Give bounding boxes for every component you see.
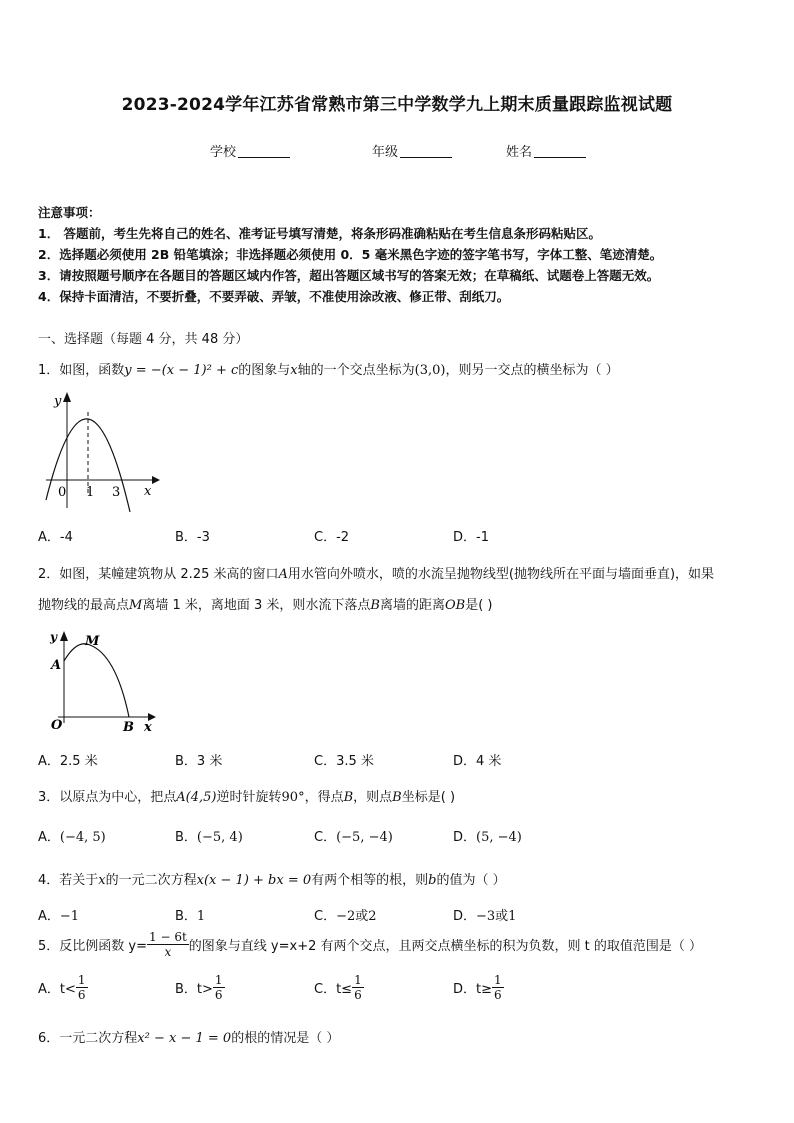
q4-number: 4． <box>38 873 60 888</box>
q3-number: 3． <box>38 790 60 805</box>
q2-option-b[interactable]: B．3 米 <box>175 754 223 769</box>
grade-label: 年级 <box>372 145 399 160</box>
question-2-line-1 <box>38 563 714 582</box>
q1-tick-0: 0 <box>58 485 67 500</box>
name-field <box>506 141 586 160</box>
q5-option-c-label: C．t≤ <box>314 982 353 997</box>
notice-item-4: 4．保持卡面清洁，不要折叠，不要弄破、弄皱，不准使用涂改液、修正带、刮纸刀。 <box>38 289 510 304</box>
q2-option-d[interactable]: D．4 米 <box>453 754 502 769</box>
grade-field <box>372 141 452 160</box>
q2-option-c[interactable]: C．3.5 米 <box>314 754 374 769</box>
q2-text-b: 用水管向外喷水，喷的水流呈抛物线型(抛物线所在平面与墙面垂直)，如果 <box>287 567 715 582</box>
q5-option-a-label: A．t< <box>38 982 76 997</box>
q1-y-arrow <box>63 392 71 402</box>
q1-tick-3: 3 <box>112 485 121 500</box>
name-label: 姓名 <box>506 145 533 160</box>
school-blank <box>238 145 290 158</box>
q4-option-c-label: C． <box>314 909 337 924</box>
q3-option-c-label: C． <box>314 830 337 845</box>
q5-option-d-num: 1 <box>494 973 502 987</box>
q5-option-d[interactable] <box>453 973 504 1002</box>
question-1-text <box>38 359 619 378</box>
q2-var-ob: OB <box>444 598 466 613</box>
grade-blank <box>400 145 452 158</box>
q3-option-b-label: B． <box>175 830 197 845</box>
q5-option-b-num: 1 <box>214 973 223 987</box>
q6-text-a: 一元二次方程 <box>59 1031 138 1046</box>
q1-x-label: x <box>144 484 152 499</box>
q2-label-m: M <box>85 634 100 649</box>
q4-option-b[interactable] <box>175 905 205 924</box>
q4-option-c-value: −2或2 <box>336 909 377 924</box>
q3-var-b-2: B <box>392 790 402 805</box>
q2-label-b: B <box>123 720 134 735</box>
q5-text-b: 的图象与直线 y=x+2 有两个交点，且两交点横坐标的积为负数，则 t 的取值范围是（ ） <box>188 939 702 954</box>
q3-option-b[interactable] <box>175 826 243 845</box>
q2-var-m: M <box>129 598 143 613</box>
notice-item-2: 2．选择题必须使用 2B 铅笔填涂；非选择题必须使用 0．5 毫米黑色字迹的签字笔书写，字体工整、笔迹清楚。 <box>38 247 663 262</box>
q1-point: (3,0) <box>414 363 446 378</box>
q3-option-a-value: (−4, 5) <box>59 830 106 845</box>
q3-option-b-value: (−5, 4) <box>196 830 243 845</box>
q5-option-a-den: 6 <box>77 988 86 1002</box>
question-5-text <box>38 930 702 959</box>
q2-number: 2． <box>38 567 60 582</box>
q1-option-d[interactable]: D．-1 <box>453 530 489 545</box>
question-2-line-2 <box>38 594 492 613</box>
q1-text-a: 如图，函数 <box>59 363 125 378</box>
q1-option-a[interactable]: A．-4 <box>38 530 73 545</box>
q2-text-a: 如图，某幢建筑物从 2.25 米高的窗口 <box>59 567 279 582</box>
name-blank <box>534 145 586 158</box>
q1-formula: y = −(x − 1)² + c <box>124 363 239 378</box>
q4-option-d-label: D． <box>453 909 477 924</box>
question-4-text <box>38 869 506 888</box>
q4-option-d[interactable] <box>453 905 516 924</box>
q2-var-a: A <box>278 567 288 582</box>
q5-text-a: 反比例函数 y= <box>59 939 147 954</box>
q2-option-a[interactable]: A．2.5 米 <box>38 754 98 769</box>
q2-text-e: 离墙的距离 <box>379 598 445 613</box>
q5-option-b-frac <box>213 973 225 1002</box>
q5-option-c-den: 6 <box>354 988 362 1002</box>
q2-text-d: 离墙 1 米，离地面 3 米，则水流下落点 <box>142 598 371 613</box>
q5-option-d-label: D．t≥ <box>453 982 493 997</box>
q4-option-a-label: A． <box>38 909 60 924</box>
q5-frac-num: 1 − 6t <box>149 930 187 944</box>
notice-item-1: 1． 答题前，考生先将自己的姓名、准考证号填写清楚，将条形码准确粘贴在考生信息条形码粘贴区。 <box>38 226 602 241</box>
q5-option-a-num: 1 <box>77 973 86 987</box>
q3-text-a: 以原点为中心，把点 <box>59 790 177 805</box>
q3-text-b: 逆时针旋转 <box>216 790 282 805</box>
q4-option-a[interactable] <box>38 905 79 924</box>
question-6-text <box>38 1027 339 1046</box>
q3-text-c: ，得点 <box>304 790 344 805</box>
q4-var-x: x <box>98 873 106 888</box>
q1-number: 1． <box>38 363 60 378</box>
notice-heading: 注意事项： <box>38 205 101 220</box>
q2-text-f: 是( ) <box>465 598 493 613</box>
q3-option-d-value: (5, −4) <box>476 830 522 845</box>
q3-angle: 90° <box>281 790 305 805</box>
q1-text-c: 轴的一个交点坐标为 <box>297 363 415 378</box>
q2-label-a: A <box>51 658 62 673</box>
q5-fraction <box>147 930 189 959</box>
q1-text-b: 的图象与 <box>238 363 291 378</box>
q6-equation: x² − x − 1 = 0 <box>137 1031 232 1046</box>
q3-point: A(4,5) <box>176 790 217 805</box>
q5-option-c-frac <box>352 973 364 1002</box>
q4-var-b: b <box>428 873 437 888</box>
q6-number: 6． <box>38 1031 60 1046</box>
q5-option-a[interactable] <box>38 973 88 1002</box>
q1-tick-1: 1 <box>86 485 95 500</box>
q1-y-label: y <box>54 394 62 409</box>
q3-option-c-value: (−5, −4) <box>336 830 393 845</box>
q2-var-b: B <box>370 598 380 613</box>
q1-text-d: ，则另一交点的横坐标为（ ） <box>445 363 619 378</box>
q2-y-label: y <box>50 630 57 644</box>
q1-graph <box>40 388 165 513</box>
q1-x-arrow <box>152 476 160 484</box>
q1-option-b[interactable]: B．-3 <box>175 530 210 545</box>
q3-text-e: 坐标是( ) <box>401 790 456 805</box>
q5-option-b[interactable] <box>175 973 225 1002</box>
q6-text-b: 的根的情况是（ ） <box>231 1031 340 1046</box>
q2-parabola <box>64 644 129 717</box>
q4-option-a-value: −1 <box>59 909 80 924</box>
q5-option-a-frac <box>76 973 88 1002</box>
q3-text-d: ，则点 <box>353 790 393 805</box>
q5-option-b-den: 6 <box>214 988 223 1002</box>
q1-option-c[interactable]: C．-2 <box>314 530 350 545</box>
q4-text-b: 的一元二次方程 <box>105 873 197 888</box>
school-label: 学校 <box>210 145 237 160</box>
q2-x-label: x <box>144 720 152 735</box>
q5-frac-den: x <box>164 945 172 959</box>
q5-option-d-den: 6 <box>494 988 502 1002</box>
q3-option-d-label: D． <box>453 830 477 845</box>
q3-option-a[interactable] <box>38 826 106 845</box>
q4-option-c[interactable] <box>314 905 377 924</box>
question-3-text <box>38 786 455 805</box>
q4-option-b-label: B． <box>175 909 197 924</box>
q3-option-c[interactable] <box>314 826 393 845</box>
school-field <box>210 141 290 160</box>
q5-option-c[interactable] <box>314 973 364 1002</box>
q4-text-a: 若关于 <box>59 873 99 888</box>
q2-graph <box>40 627 165 737</box>
q3-option-d[interactable] <box>453 826 522 845</box>
notice-item-3: 3．请按照题号顺序在各题目的答题区域内作答，超出答题区域书写的答案无效；在草稿纸、试题卷上答题无效。 <box>38 268 660 283</box>
q5-number: 5． <box>38 939 60 954</box>
q4-equation: x(x − 1) + bx = 0 <box>196 873 312 888</box>
q4-option-b-value: 1 <box>196 909 206 924</box>
q2-y-arrow <box>60 631 68 641</box>
q3-var-b: B <box>343 790 354 805</box>
q4-option-d-value: −3或1 <box>476 909 517 924</box>
q1-var: x <box>290 363 298 378</box>
q4-text-d: 的值为（ ） <box>436 873 506 888</box>
q3-option-a-label: A． <box>38 830 60 845</box>
q2-text-c: 抛物线的最高点 <box>38 598 130 613</box>
q2-label-o: O <box>51 718 63 733</box>
page-title: 2023-2024学年江苏省常熟市第三中学数学九上期末质量跟踪监视试题 <box>121 95 673 115</box>
section-heading: 一、选择题（每题 4 分，共 48 分） <box>38 332 249 347</box>
q5-option-d-frac <box>492 973 504 1002</box>
q5-option-b-label: B．t> <box>175 982 213 997</box>
q5-option-c-num: 1 <box>354 973 362 987</box>
q4-text-c: 有两个相等的根，则 <box>311 873 429 888</box>
